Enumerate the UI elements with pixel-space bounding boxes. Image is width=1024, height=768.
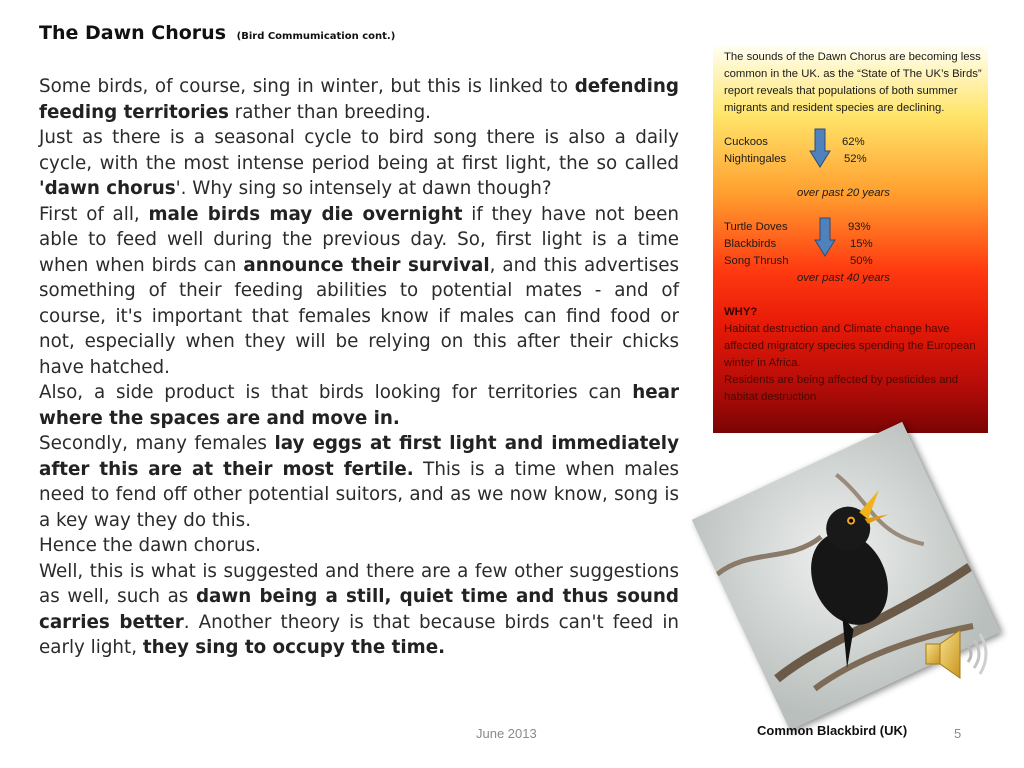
species-name: Nightingales — [724, 153, 787, 165]
body-text-run: This is a time when males need to fend off other potential suitors, and as we now know, song is a key way they do this. — [39, 458, 679, 531]
down-arrow-icon — [814, 217, 836, 257]
slide-number: 5 — [954, 726, 962, 741]
why-heading: WHY? — [724, 306, 758, 318]
body-text-run: Also, a side product is that birds looking for territories can — [39, 382, 633, 403]
sidebar-intro: The sounds of the Dawn Chorus are becoming less common in the UK. as the “State of The UK’s Birds” report reveals that populations of both summer migrants and resident species are declining. — [724, 51, 982, 114]
slide-title — [39, 22, 679, 44]
species-name: Blackbirds — [724, 238, 777, 250]
body-paragraph — [39, 380, 679, 431]
emphasis-text: hear where the spaces are and move in. — [39, 382, 679, 429]
body-text-run: Well, this is what is suggested and there are a few other suggestions as well, such as — [39, 560, 679, 607]
species-name: Song Thrush — [724, 255, 789, 267]
decline-percent: 93% — [848, 221, 871, 233]
body-text-run: if they have not been able to feed well during the previous day. So, first light is a time when when birds can — [39, 203, 679, 276]
body-text-run: '. Why sing so intensely at dawn though? — [175, 178, 552, 199]
why-reason: Residents are being affected by pesticides and habitat destruction — [724, 374, 959, 403]
period-label: over past 40 years — [797, 272, 890, 284]
stat-row — [724, 151, 988, 168]
speaker-icon[interactable] — [922, 624, 994, 684]
title-subtitle: (Bird Commumication cont.) — [236, 31, 396, 42]
body-text-run: , and this advertises something of their feeding abilities to potential mates - and of course, it's important that females know if males can find food or not, especially when they will be relying on this after their chicks have hatched. — [39, 254, 679, 378]
period-label: over past 20 years — [797, 187, 890, 199]
decline-percent: 62% — [842, 136, 865, 148]
decline-percent: 50% — [850, 255, 873, 267]
body-paragraph — [39, 202, 679, 381]
stat-row — [724, 219, 988, 236]
species-name: Turtle Doves — [724, 221, 788, 233]
body-paragraph — [39, 431, 679, 533]
body-text-run: . Another theory is that because birds can't feed in early light, — [39, 611, 680, 658]
title-text: The Dawn Chorus — [39, 22, 227, 44]
body-text — [39, 74, 679, 661]
emphasis-text: male birds may die overnight — [148, 203, 463, 225]
stat-row — [724, 253, 988, 270]
stat-row — [724, 134, 988, 151]
body-text-run: rather than breeding. — [228, 101, 431, 123]
body-paragraph — [39, 533, 679, 559]
emphasis-text: defending feeding territories — [39, 76, 679, 123]
body-text-run: Some birds, of course, sing in winter, but this is linked to — [39, 76, 575, 97]
stats-group-40-years — [724, 219, 988, 287]
body-paragraph — [39, 74, 679, 125]
photo-caption: Common Blackbird (UK) — [757, 723, 908, 738]
body-text-run: First of all, — [39, 203, 149, 225]
decline-percent: 52% — [844, 153, 867, 165]
body-paragraph — [39, 559, 679, 661]
stat-row — [724, 236, 988, 253]
decline-sidebar — [713, 45, 988, 433]
emphasis-text: announce their survival — [243, 254, 490, 276]
emphasis-text: 'dawn chorus — [39, 178, 176, 199]
down-arrow-icon — [809, 128, 831, 168]
why-reason: Habitat destruction and Climate change have affected migratory species spending the European winter in Africa. — [724, 323, 976, 369]
emphasis-text: they sing to occupy the time. — [142, 637, 446, 658]
body-text-run: Hence the dawn chorus. — [39, 535, 261, 556]
species-name: Cuckoos — [724, 136, 768, 148]
body-text-run: Secondly, many females — [39, 433, 275, 454]
body-paragraph — [39, 125, 679, 202]
emphasis-text: dawn being a still, quiet time and thus sound carries better — [39, 586, 679, 633]
emphasis-text: lay eggs at first light and immediately after this are at their most fertile. — [39, 433, 679, 480]
stats-group-20-years — [724, 134, 988, 202]
body-text-run: Just as there is a seasonal cycle to bird song there is also a daily cycle, with the most intense period being at first light, the so called — [39, 127, 679, 174]
footer-date: June 2013 — [476, 726, 537, 741]
decline-percent: 15% — [850, 238, 873, 250]
